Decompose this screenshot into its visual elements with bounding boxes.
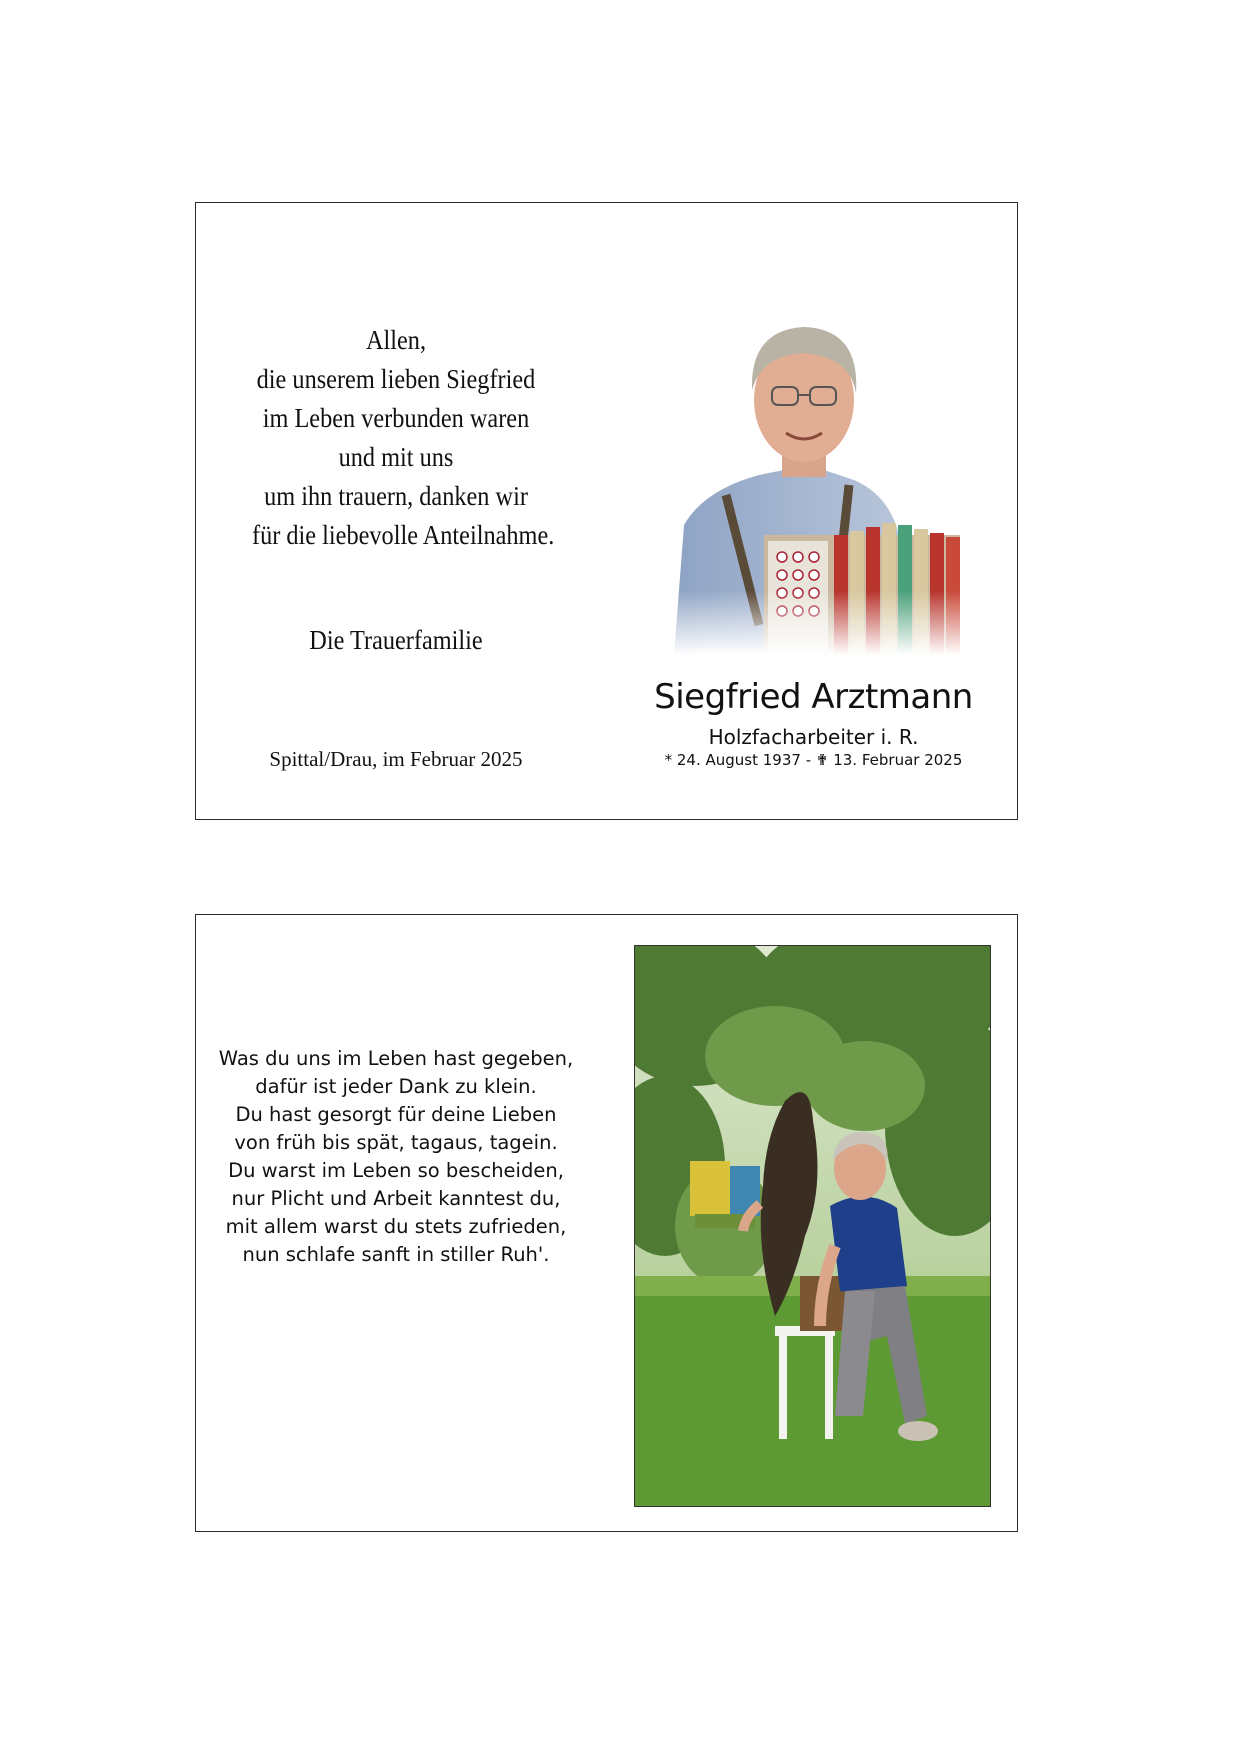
life-dates: * 24. August 1937 - ✟ 13. Februar 2025: [664, 751, 963, 769]
poem-line: nur Plicht und Arbeit kanntest du,: [231, 1187, 561, 1210]
thanks-text: [252, 321, 555, 555]
thank-you-card: [195, 202, 1018, 820]
thanks-line: Allen,: [365, 325, 427, 355]
deceased-name: Siegfried Arztmann: [654, 677, 973, 717]
poem-line: Du hast gesorgt für deine Lieben: [235, 1103, 557, 1126]
portrait-photo: [664, 295, 960, 655]
occupation: Holzfacharbeiter i. R.: [708, 725, 919, 749]
thanks-line: im Leben verbunden waren: [262, 403, 530, 433]
garden-photo: [634, 945, 991, 1507]
poem-card: [195, 914, 1018, 1532]
thanks-line: die unserem lieben Siegfried: [256, 364, 536, 394]
memorial-poem: [216, 1045, 576, 1269]
poem-line: Du warst im Leben so bescheiden,: [228, 1159, 564, 1182]
thanks-line: und mit uns: [338, 442, 454, 472]
thanks-line: um ihn trauern, danken wir: [264, 481, 528, 511]
family-signoff: Die Trauerfamilie: [309, 625, 483, 655]
poem-line: Was du uns im Leben hast gegeben,: [218, 1047, 574, 1070]
thanks-line: für die liebevolle Anteilnahme.: [252, 520, 555, 550]
poem-line: von früh bis spät, tagaus, tagein.: [234, 1131, 558, 1154]
poem-line: nun schlafe sanft in stiller Ruh'.: [242, 1243, 550, 1266]
place-date: Spittal/Drau, im Februar 2025: [269, 747, 523, 771]
poem-line: mit allem warst du stets zufrieden,: [225, 1215, 567, 1238]
poem-line: dafür ist jeder Dank zu klein.: [255, 1075, 537, 1098]
